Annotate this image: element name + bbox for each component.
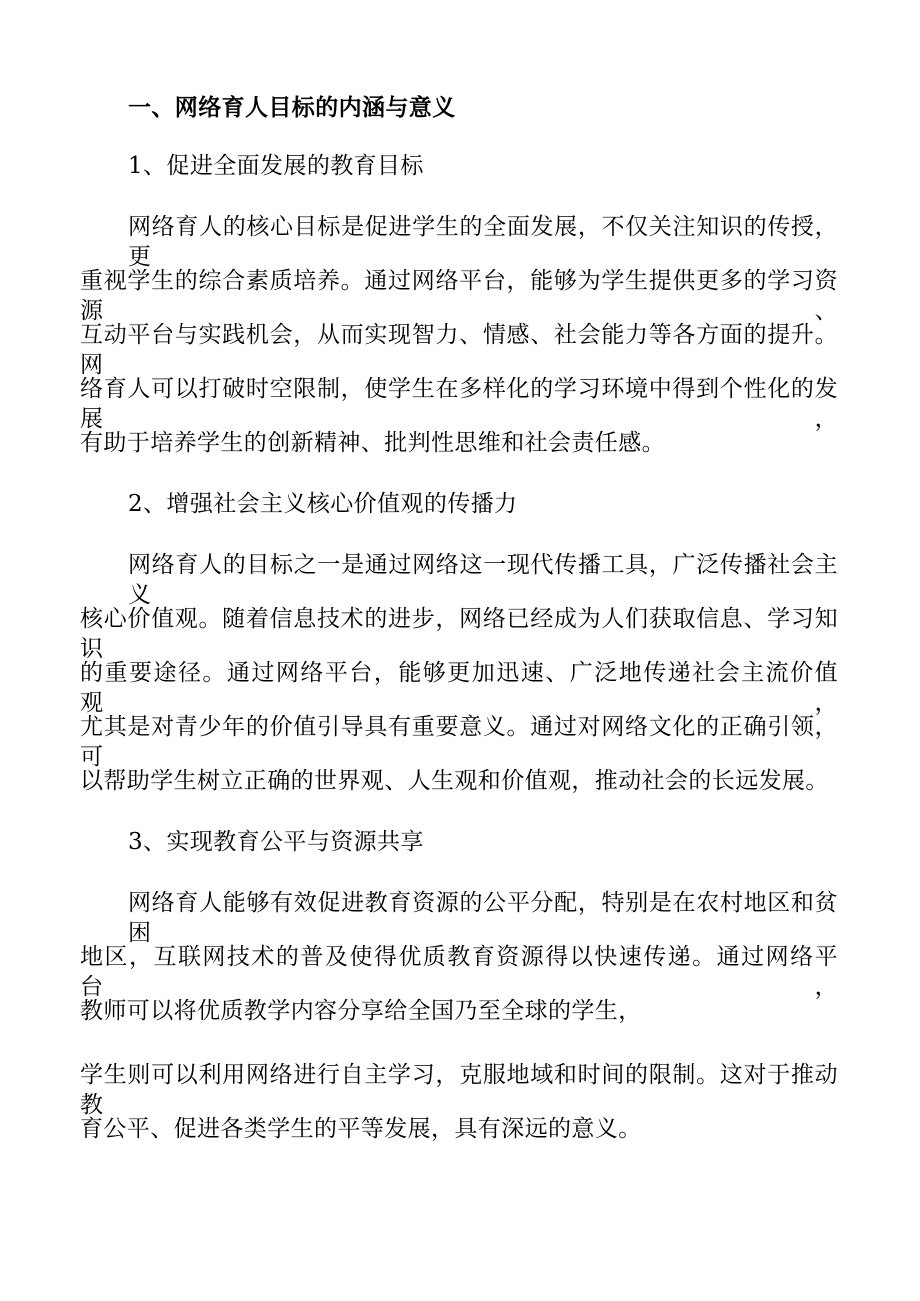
paragraph-line: 有助于培养学生的创新精神、批判性思维和社会责任感。 [80, 430, 665, 456]
paragraph-line: 地区，互联网技术的普及使得优质教育资源得以快速传递。通过网络平台， [80, 944, 838, 1000]
paragraph-line: 核心价值观。随着信息技术的进步，网络已经成为人们获取信息、学习知识 [80, 606, 838, 662]
paragraph-line: 尤其是对青少年的价值引导具有重要意义。通过对网络文化的正确引领，可 [80, 714, 838, 770]
section-title: 一、网络育人目标的内涵与意义 [128, 95, 456, 121]
paragraph-line: 的重要途径。通过网络平台，能够更加迅速、广泛地传递社会主流价值观， [80, 660, 838, 716]
paragraph-line: 网络育人的核心目标是促进学生的全面发展，不仅关注知识的传授，更 [128, 214, 838, 270]
paragraph-line: 互动平台与实践机会，从而实现智力、情感、社会能力等各方面的提升。网 [80, 322, 838, 378]
paragraph-line: 网络育人的目标之一是通过网络这一现代传播工具，广泛传播社会主义 [128, 552, 838, 608]
subsection-title: 3、实现教育公平与资源共享 [128, 829, 424, 855]
paragraph-line: 以帮助学生树立正确的世界观、人生观和价值观，推动社会的长远发展。 [80, 768, 829, 794]
paragraph-line: 络育人可以打破时空限制，使学生在多样化的学习环境中得到个性化的发展， [80, 376, 838, 432]
paragraph-line: 学生则可以利用网络进行自主学习，克服地域和时间的限制。这对于推动教 [80, 1062, 838, 1118]
subsection-title: 1、促进全面发展的教育目标 [128, 153, 424, 179]
paragraph-line: 教师可以将优质教学内容分享给全国乃至全球的学生， [80, 998, 642, 1024]
paragraph-line: 重视学生的综合素质培养。通过网络平台，能够为学生提供更多的学习资源、 [80, 268, 838, 324]
paragraph-line: 网络育人能够有效促进教育资源的公平分配，特别是在农村地区和贫困 [128, 890, 838, 946]
paragraph-line: 育公平、促进各类学生的平等发展，具有深远的意义。 [80, 1116, 642, 1142]
subsection-title: 2、增强社会主义核心价值观的传播力 [128, 491, 518, 517]
